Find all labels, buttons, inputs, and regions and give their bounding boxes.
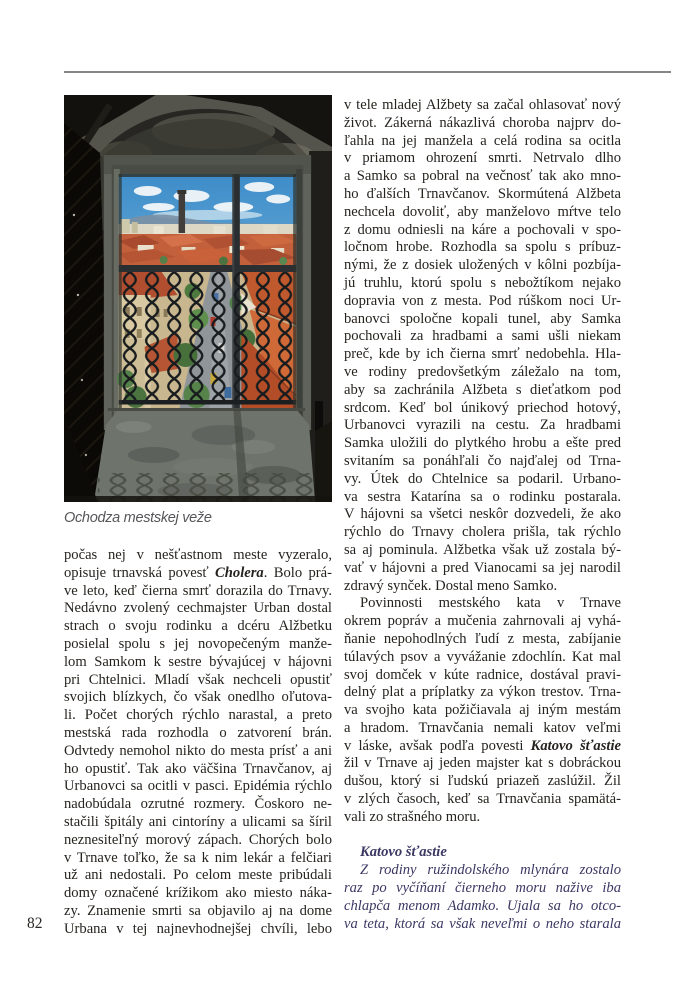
text-line: va sestra Katarína sa o rodinku postarala. <box>344 488 621 505</box>
text-line: Samka uložili do plytkého hrobu a ešte pred <box>344 435 621 452</box>
text-line: raz po vyčíňaní čierneho moru nažive iba <box>344 880 621 897</box>
text-line: v Trnave toľko, že sa k nim lekár a felčiari <box>64 849 332 866</box>
text-line: vali zo strašného moru. <box>344 808 481 825</box>
text-line: Povinnosti mestského kata v Trnave <box>360 595 621 612</box>
text-line: ho opustiť. Tak ako väčšina Trnavčanov, aj <box>64 760 332 777</box>
text-line: opisuje trnavská povesť Cholera. Bolo prá- <box>64 564 332 581</box>
text-line: z domu odniesli na káre a pochovali v spo- <box>344 221 621 238</box>
figure <box>64 95 332 527</box>
figure-caption: Ochodza mestskej veže <box>64 510 212 526</box>
text-line: v priamom ohrození smrti. Netrvalo dlho <box>344 150 621 167</box>
left-column <box>64 95 332 939</box>
text-line: aby sa zachránila Alžbeta s dieťatkom pod <box>344 381 621 398</box>
text-line: dušou, ktorý si ľudskú priazeň zaslúžil. Žil <box>344 773 621 790</box>
text-line: život. Zákerná nákazlivá choroba najprv do- <box>344 114 621 131</box>
text-line: nými, že z dosiek uložených v kôlni pozbíja- <box>344 257 621 274</box>
text-line: Nedávno zvolený cechmajster Urban dostal <box>64 600 332 617</box>
text-line: ločnom hrobe. Rozhodla sa spolu s príbuz- <box>344 239 621 256</box>
paragraph-gap <box>344 827 621 845</box>
text-line: Odvtedy nemohol nikto do mesta prísť a ani <box>64 742 332 759</box>
text-line: srdcom. Keď bol únikový priechod hotový, <box>344 399 621 416</box>
text-line: lom Samkom k sestre bývajúcej v hájovni <box>64 653 332 670</box>
text-line: túlavých psov a vyvážanie zdochlín. Kat mal <box>344 648 621 665</box>
text-line: va teta, ktorá sa však neveľmi o neho starala <box>344 915 621 932</box>
text-line: v láske, avšak podľa povesti Katovo šťastie <box>344 737 621 754</box>
emphasized-text: Cholera <box>215 564 264 581</box>
text-line: počas nej v nešťastnom meste vyzeralo, <box>64 547 332 563</box>
text-line: Urbanovci vyrazili na cestu. Za hradbami <box>344 417 621 434</box>
header-rule <box>64 71 671 73</box>
text-line: dopravia von z mesta. Pod rúškom noci Ur- <box>344 292 621 309</box>
text-line: v zlých časoch, keď sa Trnavčania spamätá- <box>344 791 621 808</box>
text-line: v tele mladej Alžbety sa začal ohlasovať nový <box>344 97 621 113</box>
text-line: svitaním sa ponáhľali čo najďalej od Trna- <box>344 452 621 469</box>
text-line: chlapča menom Adamko. Ujala sa ho otco- <box>344 897 621 914</box>
text-line: li. Počet chorých rýchlo narastal, a preto <box>64 707 332 724</box>
text-line: Z rodiny ružindolského mlynára zostalo <box>360 862 621 879</box>
text-line: vať v hájovni a pred Vianocami sa jej narodil <box>344 559 621 576</box>
text-line: domy označené krížikom ako miesto náka- <box>64 885 332 902</box>
text-line: mestská rada rozhodla o zatvorení brán. <box>64 724 332 741</box>
text-line: ľahla na jej manžela a celá rodina sa ocitla <box>344 132 621 149</box>
emphasized-text: Katovo šťastie <box>530 737 621 754</box>
text-line: už ani nedostali. Po celom meste pribúdali <box>64 867 332 884</box>
right-column <box>344 97 621 933</box>
text-line: ňanie nepohodlných ľudí z mesta, zabíjanie <box>344 630 621 647</box>
text-line: svoj domček v kúte radnice, dostával pravi- <box>344 666 621 683</box>
text-line: banovci spoločne kopali tunel, aby Samka <box>344 310 621 327</box>
tower-window-photo <box>64 95 332 502</box>
right-column-text <box>344 97 621 933</box>
text-line: preč, kde by ich čierna smrť nedobehla. Hla- <box>344 346 621 363</box>
text-line: posielal spolu s jej novopečeným manže- <box>64 635 332 652</box>
text-line: ho ďalších Trnavčanov. Skormútená Alžbeta <box>344 185 621 202</box>
text-line: jú truhlu, ktorú spolu s nebožtíkom nejako <box>344 274 621 291</box>
text-line: sa aj pominula. Alžbetka však už zostala bý- <box>344 541 621 558</box>
text-line: nadobúdala ozrutné rozmery. Čoskoro ne- <box>64 796 332 813</box>
text-line: svojich blízkych, čo však onedlho oľutova- <box>64 689 332 706</box>
text-line: pri Chtelnici. Mladí však nechceli opustiť <box>64 671 332 688</box>
text-line: delný plat a príplatky za výkon trestov. Trna- <box>344 684 621 701</box>
text-line: V hájovni sa všetci neskôr dozvedeli, že ako <box>344 506 621 523</box>
page-number: 82 <box>27 915 43 932</box>
text-line: zdravý synček. Dostal meno Samko. <box>344 577 558 594</box>
text-line: nechcela dovoliť, aby manželovo mŕtve telo <box>344 203 621 220</box>
text-line: pochovali za hradbami a sami ušli niekam <box>344 328 621 345</box>
text-line: okrem popráv a mučenia zahrnovali aj vyhá- <box>344 613 621 630</box>
text-line: rýchlo do Trnavy cholera prišla, tak rýchlo <box>344 524 621 541</box>
text-line: va svojho kata požičiavala aj iným mestám <box>344 702 621 719</box>
text-line: ve rodiny predovšetkým záležalo na tom, <box>344 363 621 380</box>
text-line: Urbanovci sa ocitli v pasci. Epidémia rýchlo <box>64 778 332 795</box>
text-line: strach o svoju rodinku a dcéru Alžbetku <box>64 618 332 635</box>
text-line: neznesiteľný morový zápach. Chorých bolo <box>64 831 332 848</box>
left-column-text <box>64 547 332 939</box>
text-line: ve leto, keď čierna smrť dorazila do Trnavy. <box>64 582 332 599</box>
text-line: Katovo šťastie <box>360 844 447 861</box>
text-line: a Samko sa pobral na večnosť tak ako mno- <box>344 168 621 185</box>
text-line: Urbana v tej najnevhodnejšej chvíli, lebo <box>64 920 332 937</box>
text-line: žil v Trnave aj jeden majster kat s dobráckou <box>344 755 621 772</box>
text-line: stačili špitály ani cintoríny a ulicami sa šíril <box>64 813 332 830</box>
text-line: vy. Útek do Chtelnice sa podaril. Urbano- <box>344 470 621 487</box>
text-line: zy. Znamenie smrti sa objavilo aj na dome <box>64 902 332 919</box>
text-line: a hradom. Trnavčania nemali katov veľmi <box>344 719 621 736</box>
